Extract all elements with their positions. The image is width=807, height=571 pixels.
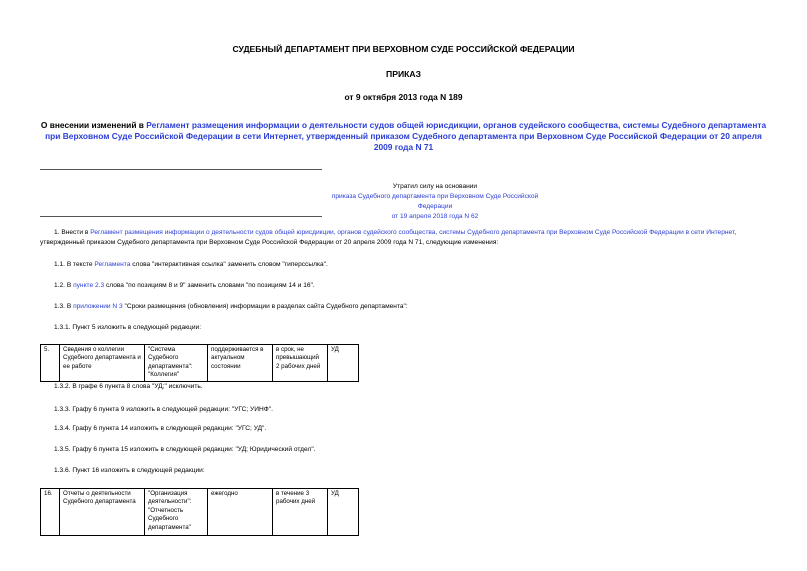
cell-information: Сведения о коллегии Судебного департамента и ее работе [60,345,145,382]
paragraph-1 [40,228,770,248]
top-divider [40,169,322,170]
p12-clause-link[interactable]: пункте 2.3 [73,282,105,289]
document-date-heading: от 9 октября 2013 года N 189 [344,92,463,102]
cell-responsible: УД [328,345,359,382]
paragraph-1-3-2: 1.3.2. В графе 6 пункта 8 слова "УД;" исключить. [54,383,203,390]
title-prefix: О внесении изменений в [40,120,147,130]
cell-section: "Организация деятельности": "Отчетность Судебного департамента" [145,489,208,536]
paragraph-1-3-6: 1.3.6. Пункт 16 изложить в следующей редакции: [54,467,205,474]
issuer-heading: СУДЕБНЫЙ ДЕПАРТАМЕНТ ПРИ ВЕРХОВНОМ СУДЕ РОССИЙСКОЙ ФЕДЕРАЦИИ [232,44,575,54]
p13-prefix: 1.3. В [54,303,74,310]
paragraph-1-1 [54,260,754,270]
cell-number: 5. [41,345,60,382]
table-item-16 [40,488,359,536]
lost-force-order-link[interactable]: приказа Судебного департамента при Верховном Суде Российской Федерации [331,193,539,210]
paragraph-1-3-4: 1.3.4. Графу 6 пункта 14 изложить в следующей редакции: "УГС; УД". [54,425,267,432]
paragraph-1-3-3: 1.3.3. Графу 6 пункта 9 изложить в следующей редакции: "УГС; УИНФ". [54,406,273,413]
paragraph-1-3-5: 1.3.5. Графу 6 пункта 15 изложить в следующей редакции: "УД; Юридический отдел". [54,446,316,453]
p11-suffix: слова "интерактивная ссылка" заменить словом "гиперссылка". [130,261,328,268]
p11-regulation-link[interactable]: Регламента [94,261,131,268]
p11-prefix: 1.1. В тексте [54,261,95,268]
paragraph-1-3 [54,302,754,312]
cell-section: "Система Судебного департамента": "Коллегия" [145,345,208,382]
p12-prefix: 1.2. В [54,282,74,289]
cell-frequency: ежегодно [208,489,273,536]
document-type-heading: ПРИКАЗ [386,69,421,79]
table-item-5 [40,344,359,382]
document-title [40,120,767,153]
title-regulation-link[interactable]: Регламент размещения информации о деятельности судов общей юрисдикции, органов судейского сообщества, системы Судебного департамента при Верховном Суде Российской Федерации в сети Интернет, утвержденный приказом Судебного департамента при Верховном Суде Российской Федерации от 20 апреля 2009 года N 71 [45,120,767,152]
p1-prefix: 1. Внести в [54,229,91,236]
paragraph-1-2 [54,281,754,291]
p13-suffix: "Сроки размещения (обновления) информации в разделах сайта Судебного департамента": [122,303,408,310]
table-row [41,345,359,382]
cell-deadline: в срок, не превышающий 2 рабочих дней [273,345,328,382]
cell-deadline: в течение 3 рабочих дней [273,489,328,536]
lost-force-date-link[interactable]: от 19 апреля 2018 года N 62 [391,213,479,220]
p1-suffix: , утвержденный приказом Судебного департамента при Верховном Суде Российской Федерации от 20 апреля 2009 года N 71, следующие изменения: [40,229,737,246]
paragraph-1-3-1: 1.3.1. Пункт 5 изложить в следующей редакции: [54,324,202,331]
cell-responsible: УД [328,489,359,536]
bottom-divider [40,216,322,217]
p1-regulation-link[interactable]: Регламент размещения информации о деятельности судов общей юрисдикции, органов судейского сообщества, системы Судебного департамента при Верховном Суде Российской Федерации в сети Интернет [90,229,735,236]
lost-force-note [320,182,550,222]
p13-appendix-link[interactable]: приложении N 3 [73,303,123,310]
lost-force-text: Утратил силу на основании [392,183,478,190]
cell-number: 16. [41,489,60,536]
cell-frequency: поддерживается в актуальном состоянии [208,345,273,382]
p12-suffix: слова "по позициям 8 и 9" заменить словами "по позициям 14 и 16". [104,282,315,289]
table-row [41,489,359,536]
cell-information: Отчеты о деятельности Судебного департамента [60,489,145,536]
